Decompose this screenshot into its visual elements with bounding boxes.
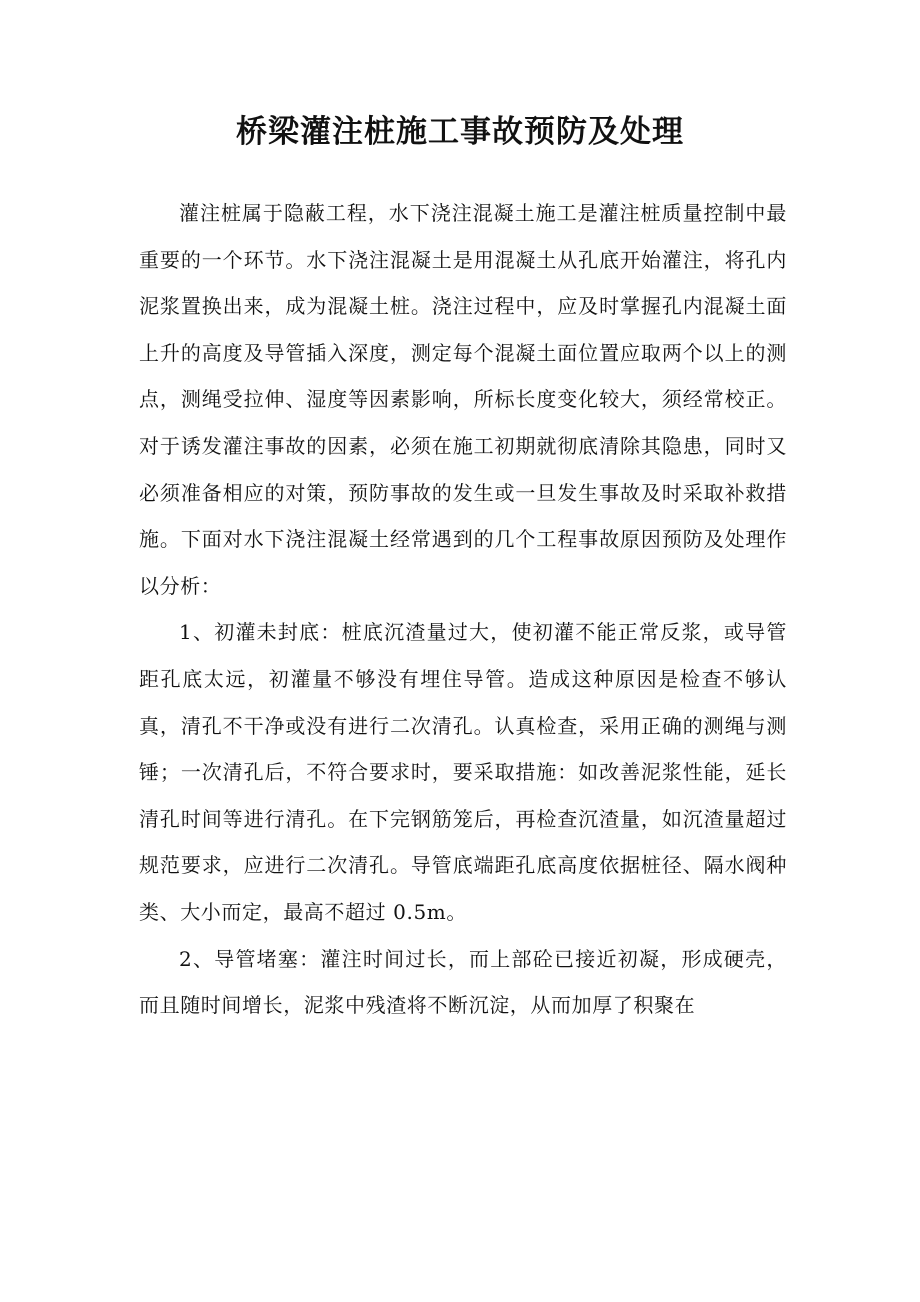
document-body (139, 190, 787, 1029)
intro-paragraph: 灌注桩属于隐蔽工程，水下浇注混凝土施工是灌注桩质量控制中最重要的一个环节。水下浇注混凝土是用混凝土从孔底开始灌注，将孔内泥浆置换出来，成为混凝土桩。浇注过程中，应及时掌握孔内混凝土面上升的高度及导管插入深度，测定每个混凝土面位置应取两个以上的测点，测绳受拉伸、湿度等因素影响，所标长度变化较大，须经常校正。对于诱发灌注事故的因素，必须在施工初期就彻底清除其隐患，同时又必须准备相应的对策，预防事故的发生或一旦发生事故及时采取补救措施。下面对水下浇注混凝土经常遇到的几个工程事故原因预防及处理作以分析： (139, 201, 787, 598)
document-title: 桥梁灌注桩施工事故预防及处理 (236, 114, 684, 150)
section-2-paragraph: 2、导管堵塞：灌注时间过长，而上部砼已接近初凝，形成硬壳，而且随时间增长，泥浆中残渣将不断沉淀，从而加厚了积聚在 (139, 946, 787, 1018)
section-1-paragraph: 1、初灌未封底：桩底沉渣量过大，使初灌不能正常反浆，或导管距孔底太远，初灌量不够没有埋住导管。造成这种原因是检查不够认真，清孔不干净或没有进行二次清孔。认真检查，采用正确的测绳与测锤；一次清孔后，不符合要求时，要采取措施：如改善泥浆性能，延长清孔时间等进行清孔。在下完钢筋笼后，再检查沉渣量，如沉渣量超过规范要求，应进行二次清孔。导管底端距孔底高度依据桩径、隔水阀种类、大小而定，最高不超过 0.5m。 (139, 620, 787, 924)
